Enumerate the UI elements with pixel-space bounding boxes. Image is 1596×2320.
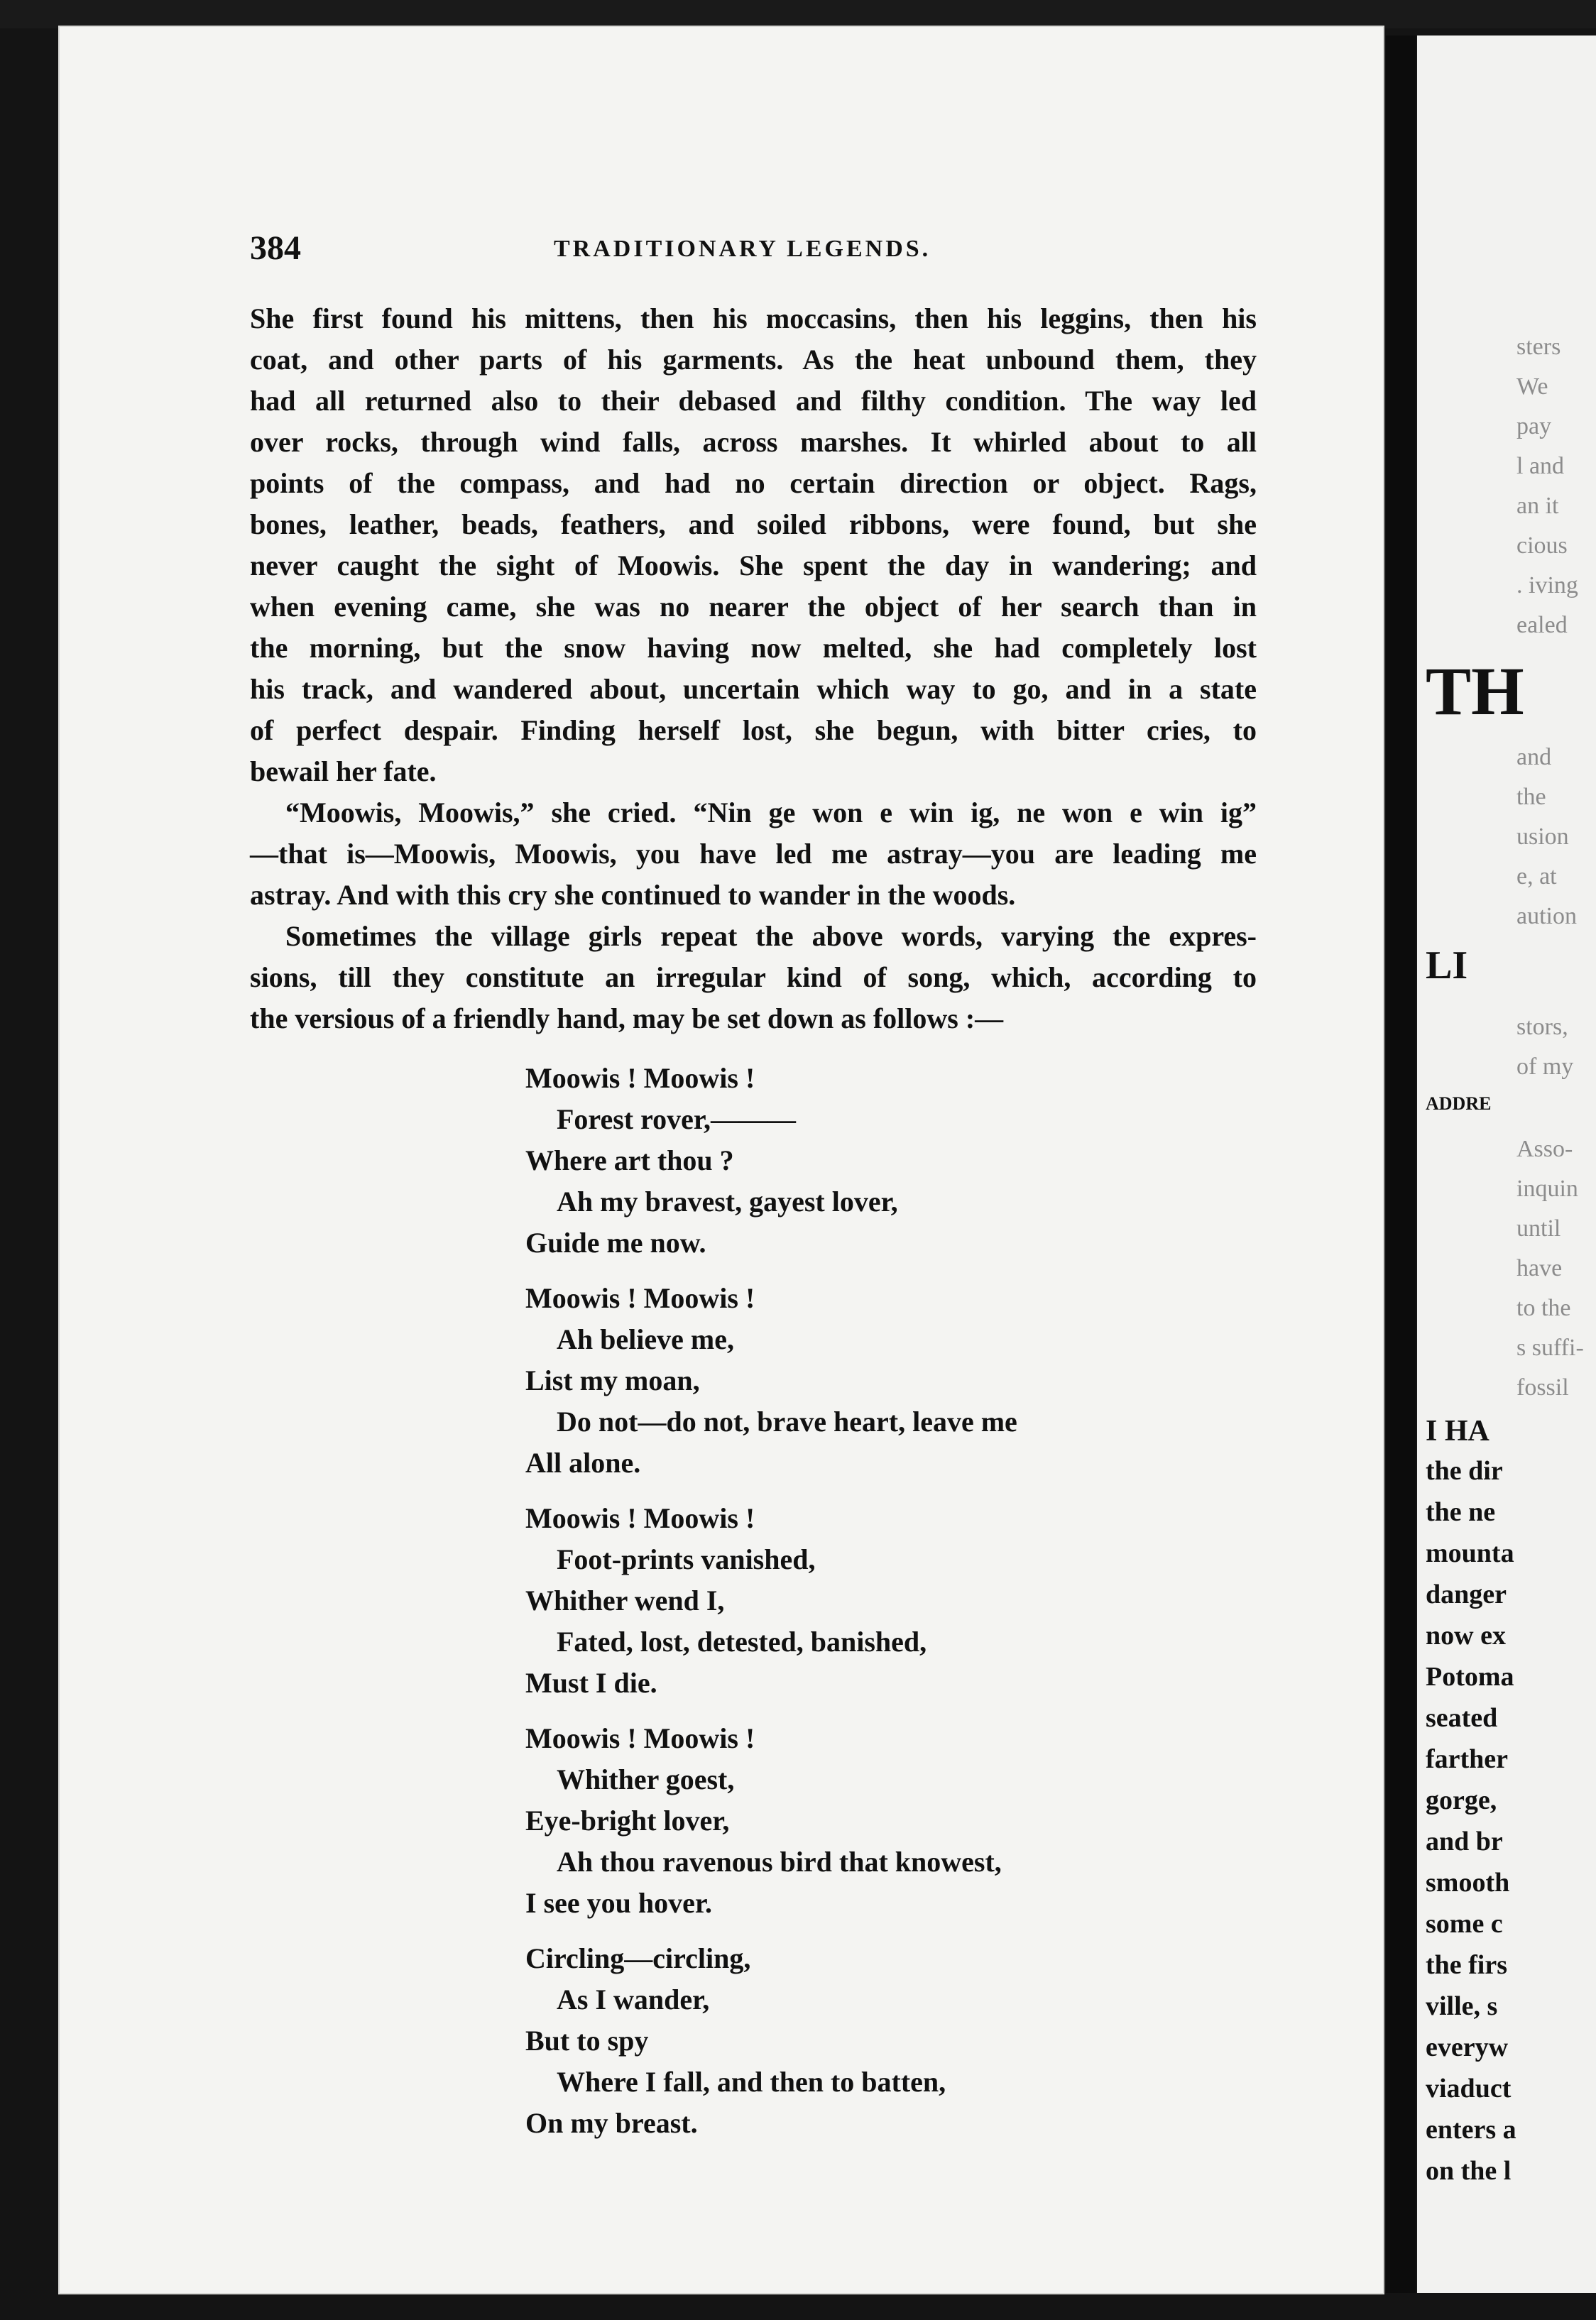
- right-page-fragment: ville, s: [1426, 1991, 1498, 2021]
- right-page-fragment: usion: [1516, 824, 1569, 850]
- text-line: bewail her fate.: [250, 755, 437, 787]
- text-line: astray. And with this cry she continued to wander in the woods.: [250, 879, 1016, 911]
- text-line: when evening came, she was no nearer the object of her search than in: [250, 591, 1257, 623]
- right-page-fragment: everyw: [1426, 2032, 1509, 2062]
- poem-line: Circling—circling,: [525, 1942, 751, 1974]
- right-page-fragment: ADDRE: [1426, 1093, 1492, 1114]
- poem-line: Eye-bright lover,: [525, 1805, 730, 1837]
- right-page-fragment: until: [1516, 1215, 1561, 1242]
- poem-stanza: [525, 1938, 1235, 2144]
- text-line: She first found his mittens, then his moccasins, then his leggins, then his: [250, 302, 1257, 334]
- right-page-fragment: the ne: [1426, 1497, 1496, 1527]
- right-page-fragment: Asso-: [1516, 1136, 1573, 1162]
- right-page-fragment: cious: [1516, 532, 1568, 559]
- text-line: had all returned also to their debased and filthy condition. The way led: [250, 385, 1257, 417]
- text-line: Sometimes the village girls repeat the above words, varying the expres-: [285, 920, 1257, 952]
- poem-line: Where art thou ?: [525, 1144, 734, 1176]
- right-page-fragment: danger: [1426, 1580, 1507, 1609]
- poem-line: But to spy: [525, 2025, 649, 2057]
- right-page-fragment: some c: [1426, 1909, 1503, 1939]
- right-page-fragment: the: [1516, 784, 1546, 810]
- text-line: of perfect despair. Finding herself lost, she begun, with bitter cries, to: [250, 714, 1257, 746]
- poem-line: Ah my bravest, gayest lover,: [557, 1186, 898, 1218]
- right-page-fragment: s suffi-: [1516, 1335, 1584, 1361]
- right-page-fragment: have: [1516, 1255, 1563, 1281]
- text-line: —that is—Moowis, Moowis, you have led me astray—you are leading me: [250, 838, 1257, 870]
- poem-line: Moowis ! Moowis !: [525, 1062, 755, 1094]
- right-page-fragment: We: [1516, 373, 1548, 400]
- poem-line: Whither wend I,: [525, 1585, 725, 1616]
- poem-line: I see you hover.: [525, 1887, 712, 1919]
- right-page: [1417, 35, 1596, 2293]
- text-line: bones, leather, beads, feathers, and soiled ribbons, were found, but she: [250, 508, 1257, 540]
- right-page-fragment: smooth: [1426, 1868, 1510, 1898]
- right-page-fragment: the dir: [1426, 1456, 1503, 1486]
- right-page-fragment: LI: [1426, 943, 1468, 987]
- right-page-fragment: and: [1516, 744, 1552, 770]
- poem-line: List my moan,: [525, 1364, 700, 1396]
- running-head: TRADITIONARY LEGENDS.: [554, 236, 931, 262]
- book-gutter: [1386, 35, 1416, 2293]
- right-page-fragment: ealed: [1516, 612, 1568, 638]
- right-page-fragment: e, at: [1516, 863, 1557, 890]
- poem-line: Do not—do not, brave heart, leave me: [557, 1406, 1017, 1438]
- right-page-fragment: Potoma: [1426, 1662, 1514, 1692]
- right-page-fragment: an it: [1516, 493, 1559, 519]
- poem: [525, 1058, 1235, 2158]
- right-page-fragment: pay: [1516, 413, 1552, 439]
- right-page-fragment: TH: [1426, 653, 1524, 729]
- text-line: the versious of a friendly hand, may be set down as follows :—: [250, 1002, 1004, 1034]
- page-header: [250, 229, 1258, 278]
- poem-line: On my breast.: [525, 2107, 698, 2139]
- text-line: never caught the sight of Moowis. She spent the day in wandering; and: [250, 549, 1257, 581]
- right-page-fragment: fossil: [1516, 1374, 1569, 1401]
- poem-line: Foot-prints vanished,: [557, 1543, 816, 1575]
- text-line: sions, till they constitute an irregular kind of song, which, according to: [250, 961, 1257, 993]
- poem-line: Ah thou ravenous bird that knowest,: [557, 1846, 1002, 1878]
- poem-line: As I wander,: [557, 1984, 710, 2015]
- right-page-fragment: on the l: [1426, 2156, 1512, 2186]
- right-page-fragment: seated: [1426, 1703, 1498, 1733]
- right-page-fragment: mounta: [1426, 1538, 1514, 1568]
- right-page-fragment: I HA: [1426, 1415, 1490, 1448]
- poem-line: Whither goest,: [557, 1763, 735, 1795]
- right-page-fragment: farther: [1426, 1744, 1509, 1774]
- right-page-fragment: enters a: [1426, 2115, 1516, 2145]
- poem-line: Moowis ! Moowis !: [525, 1502, 755, 1534]
- text-line: “Moowis, Moowis,” she cried. “Nin ge won e win ig, ne won e win ig”: [285, 797, 1257, 828]
- right-page-fragment: sters: [1516, 334, 1561, 360]
- poem-line: Fated, lost, detested, banished,: [557, 1626, 927, 1658]
- right-page-fragment: . iving: [1516, 572, 1578, 598]
- poem-line: Must I die.: [525, 1667, 657, 1699]
- right-page-fragment: now ex: [1426, 1621, 1506, 1651]
- text-line: points of the compass, and had no certain direction or object. Rags,: [250, 467, 1257, 499]
- right-page-fragment: stors,: [1516, 1014, 1568, 1040]
- right-page-fragment: to the: [1516, 1295, 1571, 1321]
- poem-line: Where I fall, and then to batten,: [557, 2066, 946, 2098]
- right-page-fragment: gorge,: [1426, 1785, 1497, 1815]
- poem-line: Ah believe me,: [557, 1323, 734, 1355]
- poem-stanza: [525, 1718, 1235, 1924]
- poem-stanza: [525, 1278, 1235, 1484]
- right-page-fragment: inquin: [1516, 1176, 1578, 1202]
- right-page-fragment: aution: [1516, 903, 1577, 929]
- right-page-fragment: viaduct: [1426, 2074, 1512, 2103]
- text-line: coat, and other parts of his garments. As the heat unbound them, they: [250, 344, 1257, 376]
- text-line: his track, and wandered about, uncertain which way to go, and in a state: [250, 673, 1257, 705]
- poem-stanza: [525, 1498, 1235, 1704]
- poem-line: Moowis ! Moowis !: [525, 1282, 755, 1314]
- poem-stanza: [525, 1058, 1235, 1264]
- text-line: the morning, but the snow having now melted, she had completely lost: [250, 632, 1257, 664]
- body-text: [250, 298, 1257, 1039]
- scan-edge-top: [0, 0, 1596, 28]
- right-page-fragment: the firs: [1426, 1950, 1508, 1980]
- right-page-fragment: l and: [1516, 453, 1565, 479]
- page-number: 384: [250, 229, 301, 267]
- right-page-fragment: and br: [1426, 1827, 1503, 1856]
- poem-line: Moowis ! Moowis !: [525, 1722, 755, 1754]
- poem-line: Forest rover,———: [557, 1103, 796, 1135]
- text-line: over rocks, through wind falls, across marshes. It whirled about to all: [250, 426, 1257, 458]
- poem-line: All alone.: [525, 1447, 641, 1479]
- poem-line: Guide me now.: [525, 1227, 706, 1259]
- right-page-fragment: of my: [1516, 1054, 1574, 1080]
